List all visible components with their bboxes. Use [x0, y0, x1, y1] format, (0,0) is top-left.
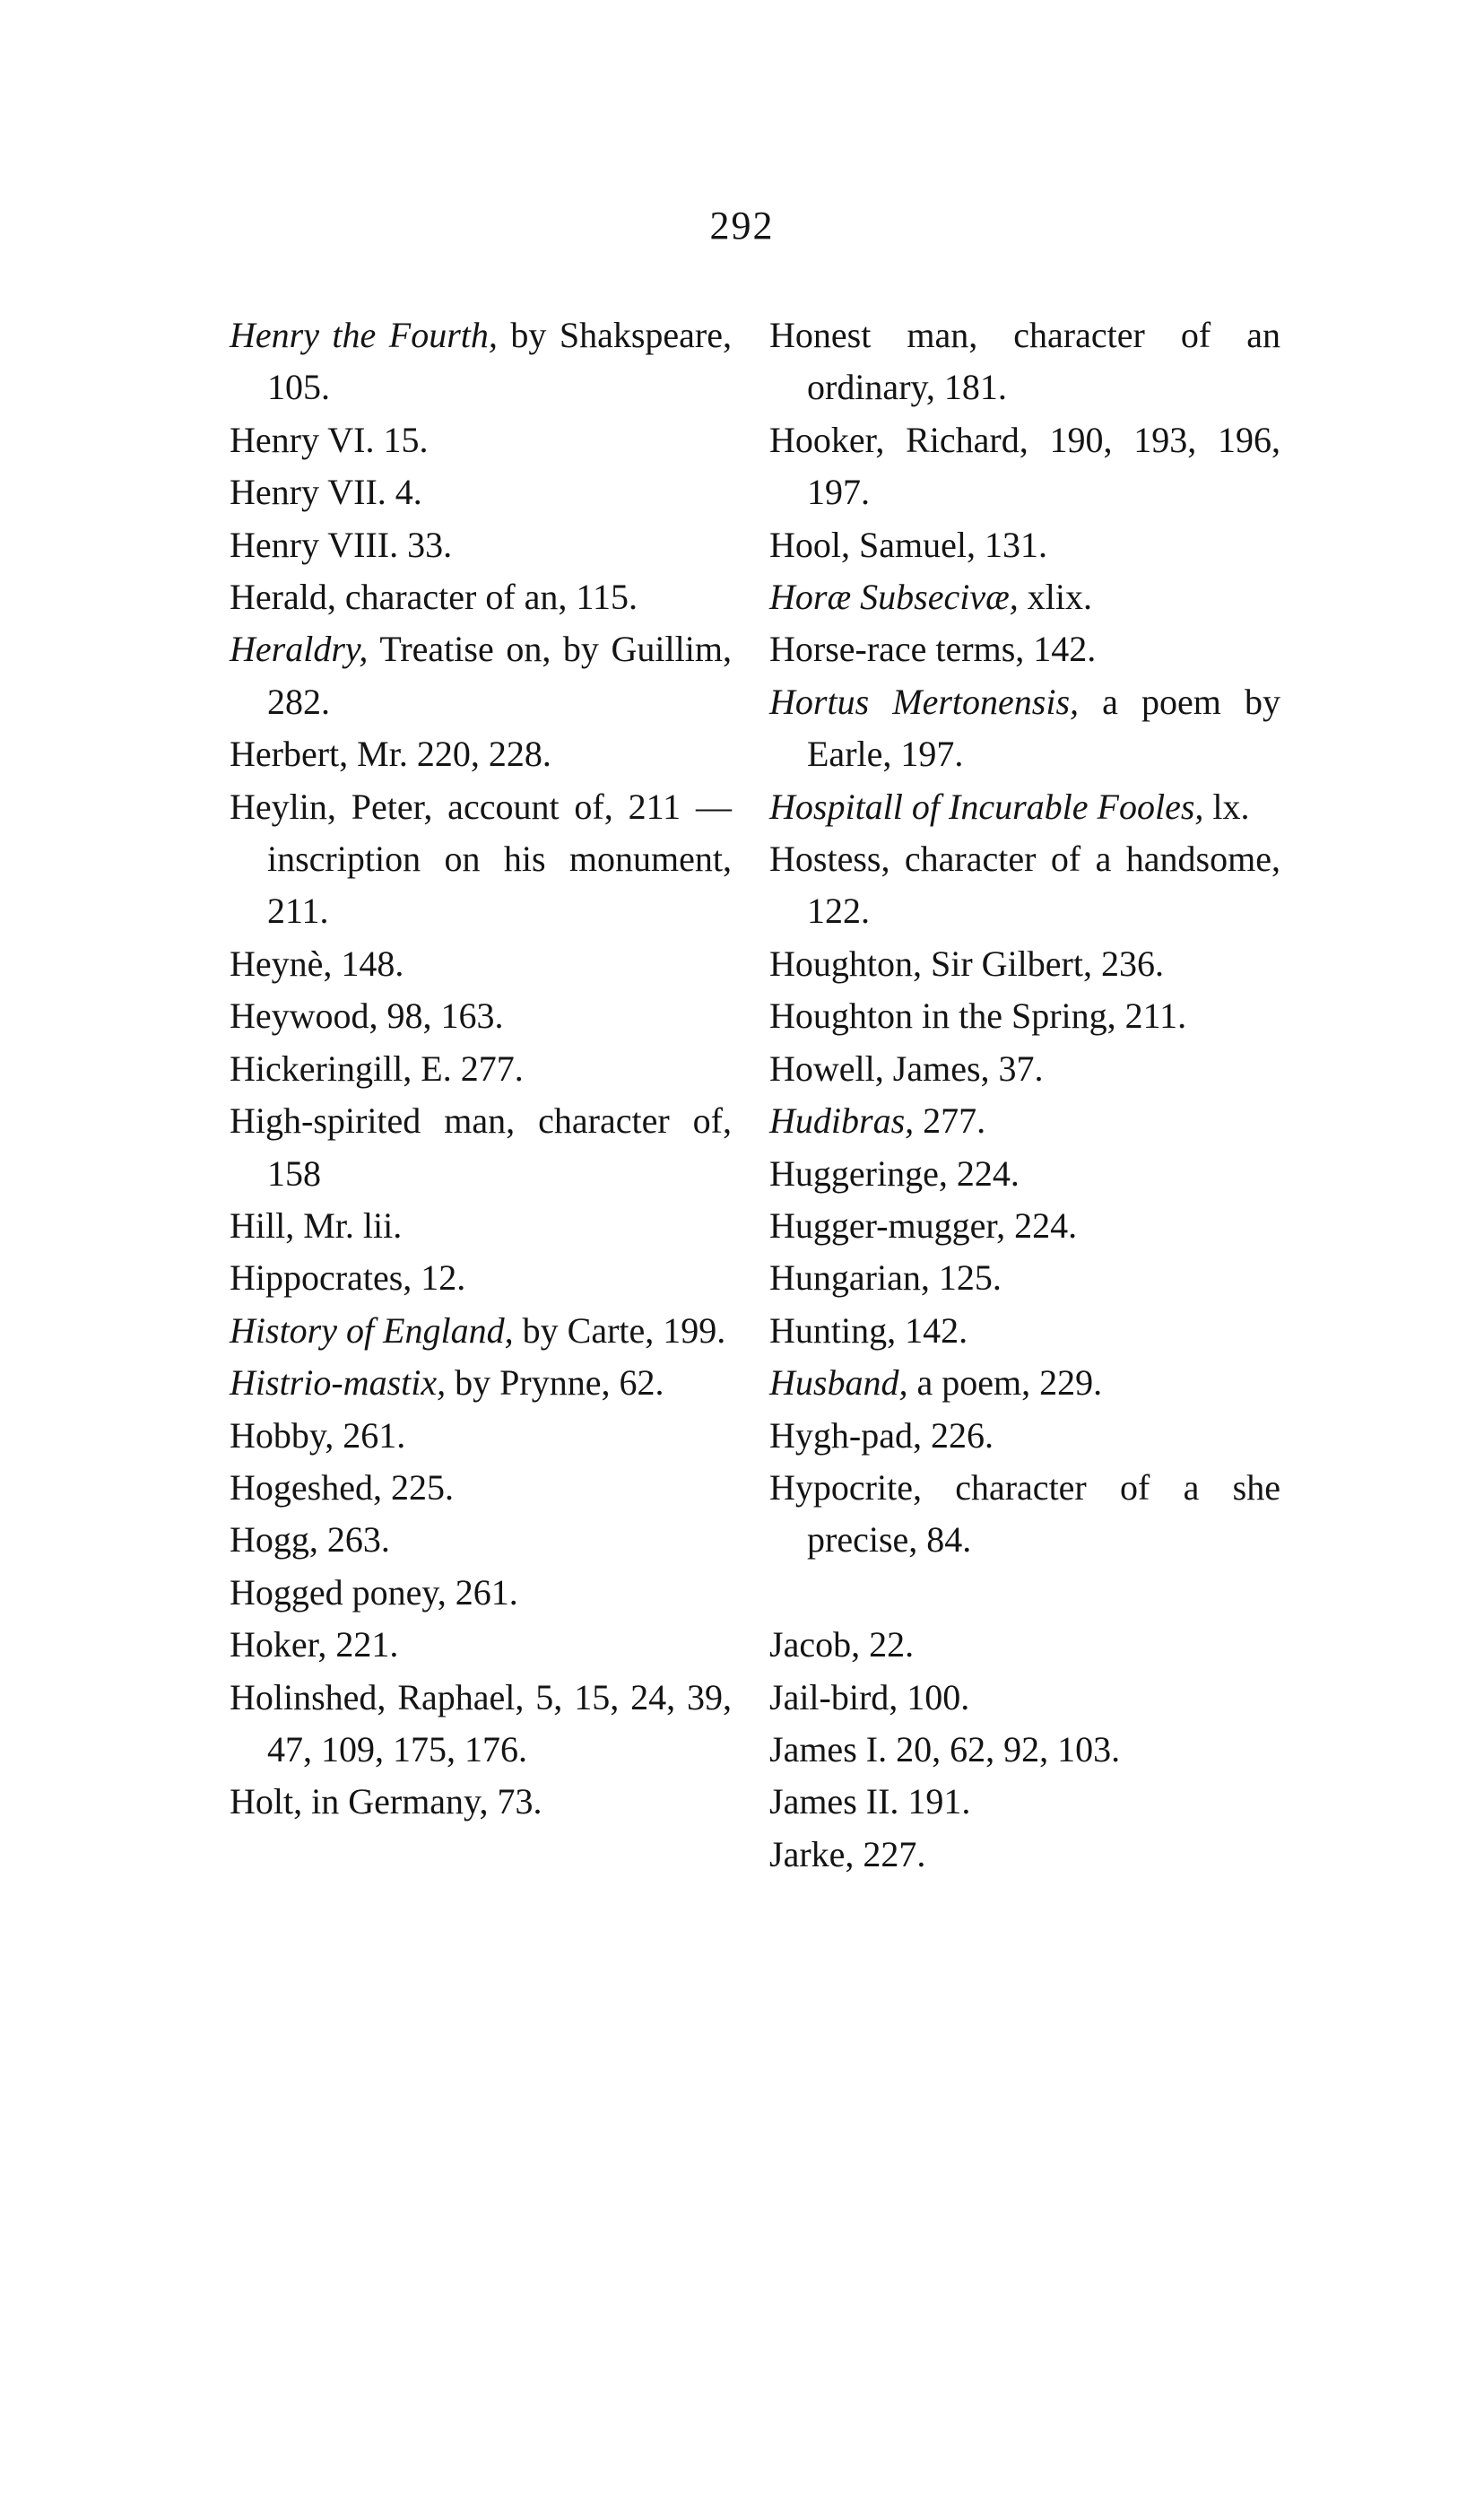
index-entry: [230, 728, 732, 780]
index-entry: [230, 466, 732, 518]
index-entry: [769, 1672, 1280, 1724]
entry-text: James I. 20, 62, 92, 103.: [769, 1728, 1121, 1769]
entry-text: Houghton, Sir Gilbert, 236.: [769, 943, 1164, 984]
entry-text: Hooker, Richard, 190, 193, 196, 197.: [769, 419, 1280, 513]
index-entry: [769, 1148, 1280, 1200]
index-entry: [230, 571, 732, 623]
index-entry: [230, 1043, 732, 1095]
index-entry: [230, 1672, 732, 1777]
entry-text: by Prynne, 62.: [446, 1362, 664, 1404]
entry-text: Hogged poney, 261.: [230, 1571, 518, 1613]
index-entry: [769, 676, 1280, 781]
entry-text: Treatise on, by Guillim, 282.: [267, 629, 732, 722]
index-entry: [769, 571, 1280, 623]
index-entry: [769, 309, 1280, 414]
entry-title: Heraldry,: [230, 629, 369, 670]
page-number: 292: [709, 204, 775, 248]
entry-text: Jail-bird, 100.: [769, 1676, 970, 1717]
index-entry: [769, 1462, 1280, 1567]
entry-text: Heynè, 148.: [230, 943, 404, 984]
entry-title: Hospitall of Incurable Fooles,: [769, 786, 1204, 827]
entry-text: by Shakspeare, 105.: [267, 315, 732, 408]
index-entry: [769, 1776, 1280, 1828]
index-entry: [230, 623, 732, 728]
index-entry: [769, 1357, 1280, 1409]
entry-text: Heylin, Peter, account of, 211 — inscription on his monument, 211.: [230, 786, 732, 932]
index-entry: [230, 1410, 732, 1462]
entry-text: Henry VI. 15.: [230, 419, 429, 460]
index-entry: [230, 1776, 732, 1828]
index-entry: [230, 1305, 732, 1357]
entry-text: Jacob, 22.: [769, 1624, 915, 1665]
index-entry: [230, 519, 732, 571]
index-entry: [230, 990, 732, 1042]
index-entry: [769, 1619, 1280, 1671]
index-entry: [230, 1252, 732, 1304]
index-column-left: [230, 309, 732, 1829]
index-entry: [769, 1252, 1280, 1304]
index-entry: [230, 414, 732, 466]
entry-text: Hickeringill, E. 277.: [230, 1048, 524, 1089]
entry-text: Heywood, 98, 163.: [230, 996, 504, 1037]
entry-text: a poem by Earle, 197.: [807, 681, 1280, 775]
entry-text: Herald, character of an, 115.: [230, 577, 638, 618]
index-entry: [230, 1357, 732, 1409]
entry-text: Hygh-pad, 226.: [769, 1414, 994, 1456]
index-section-j: [769, 1619, 1280, 1881]
entry-text: Holt, in Germany, 73.: [230, 1781, 542, 1822]
index-entry: [230, 1095, 732, 1200]
index-entry: [769, 1724, 1280, 1776]
entry-title: Hudibras,: [769, 1100, 915, 1142]
entry-text: Hippocrates, 12.: [230, 1257, 466, 1299]
index-entry: [769, 1043, 1280, 1095]
entry-text: Honest man, character of an ordinary, 181.: [769, 315, 1280, 408]
entry-text: lx.: [1203, 786, 1250, 827]
entry-text: a poem, 229.: [907, 1362, 1103, 1404]
entry-text: by Carte, 199.: [513, 1309, 726, 1351]
entry-text: Holinshed, Raphael, 5, 15, 24, 39, 47, 109, 175, 176.: [230, 1676, 732, 1769]
index-entry: [769, 938, 1280, 990]
index-entry: [769, 1200, 1280, 1252]
index-column-right: [769, 309, 1280, 1881]
index-entry: [230, 1514, 732, 1566]
entry-text: Hobby, 261.: [230, 1414, 406, 1456]
index-entry: [769, 519, 1280, 571]
entry-text: Hoker, 221.: [230, 1624, 399, 1665]
entry-text: Horse-race terms, 142.: [769, 629, 1097, 670]
entry-text: Hool, Samuel, 131.: [769, 524, 1047, 565]
entry-title: Hortus Mertonensis,: [769, 681, 1080, 722]
index-entry: [230, 309, 732, 414]
entry-title: Henry the Fourth,: [230, 315, 498, 355]
index-entry: [230, 1200, 732, 1252]
entry-title: Histrio-mastix,: [230, 1362, 447, 1404]
entry-title: Horæ Subsecivæ,: [769, 577, 1019, 618]
entry-text: Hunting, 142.: [769, 1309, 968, 1351]
entry-text: Hugger-mugger, 224.: [769, 1204, 1078, 1246]
entry-text: Henry VIII. 33.: [230, 524, 453, 565]
index-entry: [769, 781, 1280, 833]
index-entry: [769, 623, 1280, 675]
section-gap: [769, 1567, 1280, 1619]
index-section-h: [769, 309, 1280, 1567]
index-entry: [769, 414, 1280, 519]
index-entry: [230, 938, 732, 990]
entry-title: Husband,: [769, 1362, 908, 1404]
entry-text: Henry VII. 4.: [230, 472, 422, 513]
entry-text: Hogeshed, 225.: [230, 1466, 454, 1508]
entry-text: Hogg, 263.: [230, 1519, 390, 1561]
entry-text: Hill, Mr. lii.: [230, 1204, 403, 1246]
index-entry: [769, 833, 1280, 938]
index-entry: [230, 1462, 732, 1514]
index-entry: [230, 1619, 732, 1671]
index-entry: [230, 1567, 732, 1619]
entry-text: James II. 191.: [769, 1781, 971, 1822]
index-entry: [769, 1305, 1280, 1357]
index-entry: [769, 1410, 1280, 1462]
entry-text: xlix.: [1018, 577, 1092, 618]
entry-text: Houghton in the Spring, 211.: [769, 996, 1187, 1037]
entry-text: High-spirited man, character of, 158: [230, 1100, 732, 1194]
entry-text: 277.: [914, 1100, 986, 1142]
entry-text: Hypocrite, character of a she precise, 84.: [769, 1466, 1280, 1561]
index-entry: [769, 1829, 1280, 1881]
index-entry: [769, 1095, 1280, 1147]
entry-text: Hungarian, 125.: [769, 1257, 1002, 1299]
entry-text: Huggeringe, 224.: [769, 1152, 1020, 1194]
index-entry: [769, 990, 1280, 1042]
entry-text: Herbert, Mr. 220, 228.: [230, 734, 551, 775]
entry-text: Jarke, 227.: [769, 1833, 926, 1874]
entry-text: Hostess, character of a handsome, 122.: [769, 839, 1280, 932]
index-entry: [230, 781, 732, 938]
entry-title: History of England,: [230, 1309, 514, 1351]
entry-text: Howell, James, 37.: [769, 1048, 1044, 1089]
